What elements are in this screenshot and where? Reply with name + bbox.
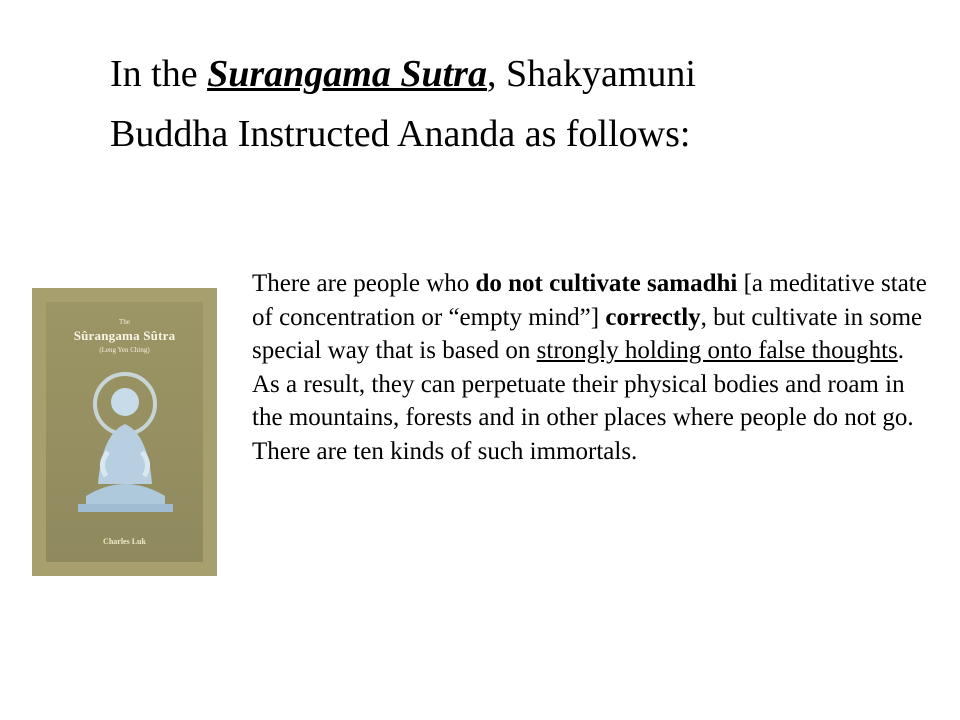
quote-part-3: , but cultivate in some special way that is based on xyxy=(252,303,923,364)
book-cover-image xyxy=(32,288,217,576)
quote-part-1: There are people who xyxy=(252,270,476,297)
quote-part-4: . As a result, they can perpetuate their physical bodies and roam in the mountains, forests and in other places where people do not go. There are ten kinds of such immortals. xyxy=(252,337,914,465)
title-colon: : xyxy=(679,113,691,155)
cover-author: Charles Luk xyxy=(103,537,146,546)
title-book-name: Surangama Sutra xyxy=(207,53,487,95)
title-line2: Buddha Instructed Ananda as follows xyxy=(110,113,680,155)
buddha-figure-icon xyxy=(68,364,183,514)
quote-underline-1: strongly holding onto false thoughts xyxy=(536,337,898,364)
book-cover-panel xyxy=(46,302,203,562)
cover-subtitle: (Leng Yen Ching) xyxy=(99,346,150,354)
cover-title-small: The xyxy=(119,318,130,326)
title-line1-rest: , Shakyamuni xyxy=(486,53,696,95)
quote-paragraph xyxy=(252,267,932,468)
cover-title-main: Sûrangama Sûtra xyxy=(73,328,176,343)
quote-bold-1: do not cultivate samadhi xyxy=(475,270,738,297)
slide-title xyxy=(110,44,910,164)
quote-bold-2: correctly xyxy=(605,303,701,331)
title-prefix: In the xyxy=(110,53,208,95)
quote-part-2: [a meditative state of concentration or “empty mind”] xyxy=(252,270,927,331)
